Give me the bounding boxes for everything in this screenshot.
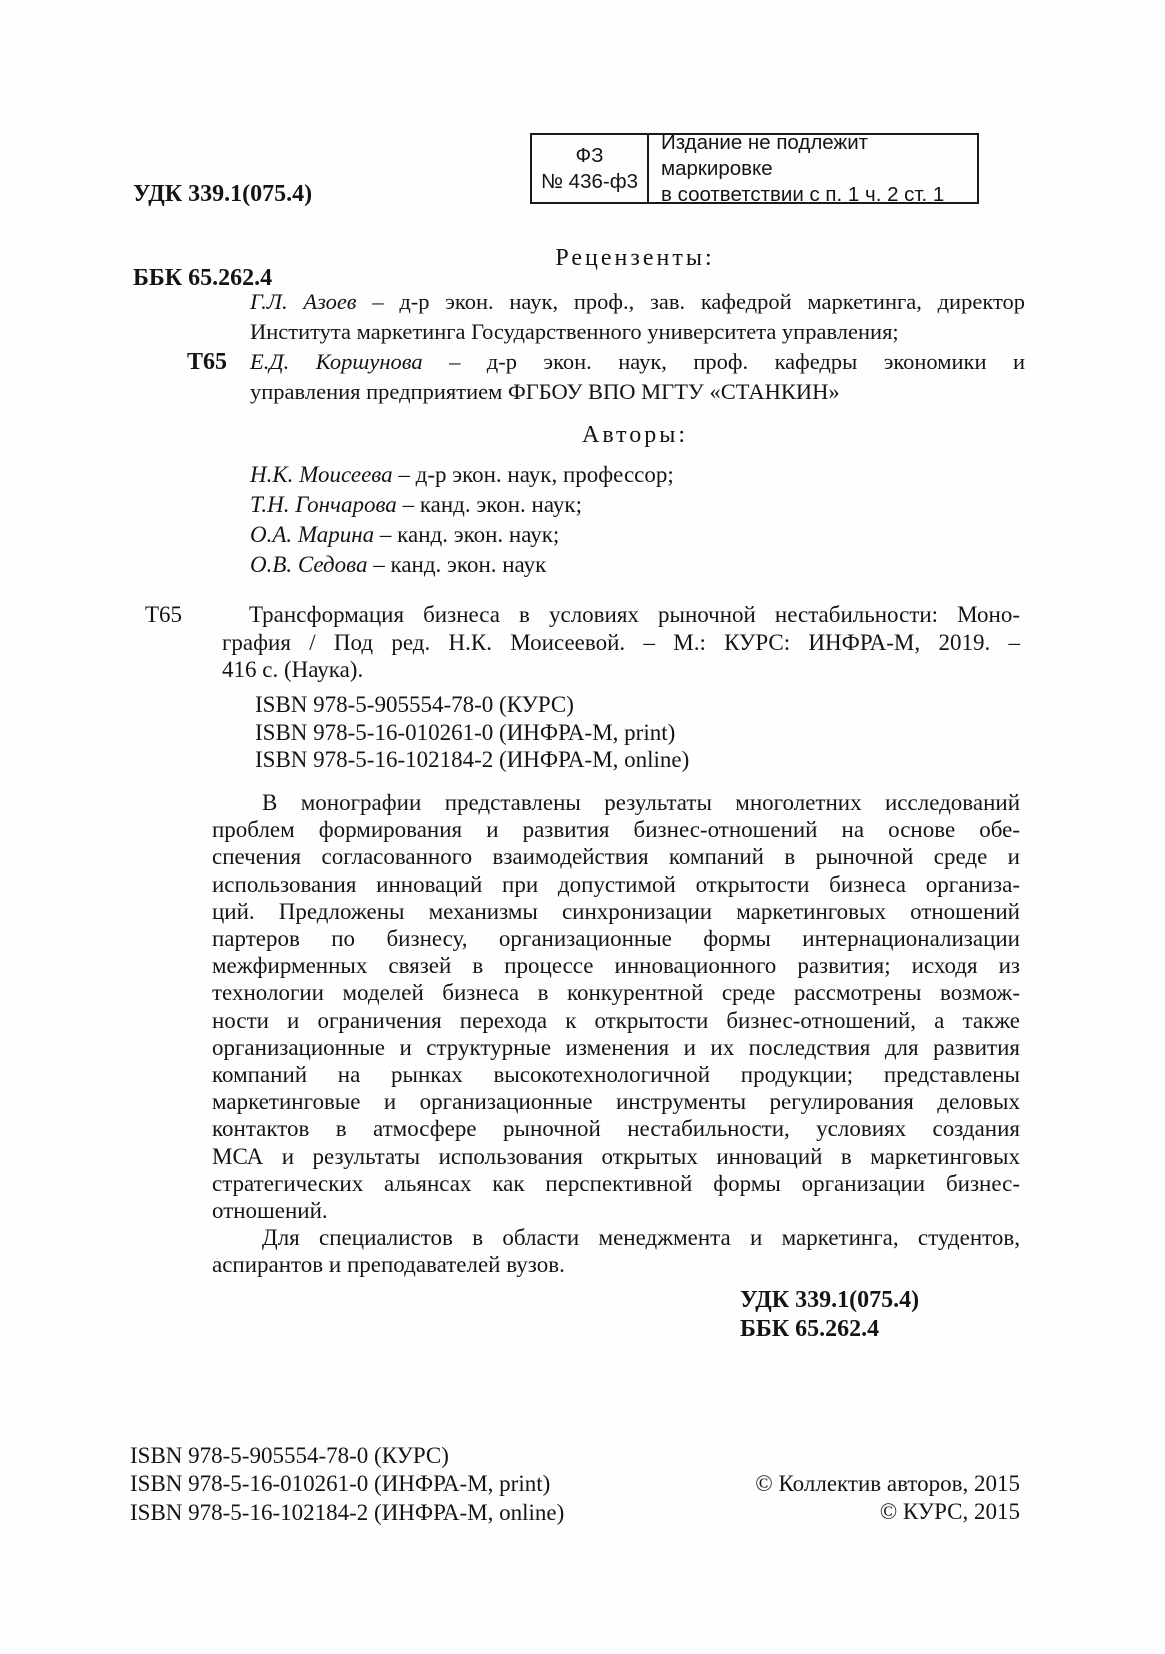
reviewer-entry-line [250, 287, 1025, 317]
isbn-block-middle [255, 691, 689, 774]
law-code-cell [532, 135, 649, 202]
author-name: О.А. Марина [250, 522, 375, 547]
law-note-line2: в соответствии с п. 1 ч. 2 ст. 1 [661, 182, 945, 206]
reviewers-block [250, 287, 1025, 407]
copyright-line: © Коллектив авторов, 2015 [755, 1471, 1020, 1496]
annotation-line: технологии моделей бизнеса в конкурентной среде рассмотрены возмож- [212, 980, 1020, 1006]
law-notice-box [530, 130, 979, 206]
copyright-line: © КУРС, 2015 [879, 1499, 1020, 1525]
reviewer-entry-line: управления предприятием ФГБОУ ВПО МГТУ «СТАНКИН» [250, 379, 840, 404]
author-entry [250, 550, 1025, 580]
catalog-codes-bottom [740, 1286, 919, 1344]
annotation-line: аспирантов и преподавателей вузов. [212, 1252, 565, 1278]
reviewers-heading: Рецензенты: [555, 245, 715, 271]
annotation-line: использования инноваций при допустимой открытости бизнеса организа- [212, 871, 1020, 897]
author-degree: – канд. экон. наук; [374, 522, 560, 547]
reviewer-degree: – д-р экон. наук, проф. кафедры экономики и [422, 349, 1025, 374]
reviewer-name: Е.Д. Коршунова [250, 349, 423, 374]
author-entry [250, 460, 1025, 490]
catalog-entry-code: Т65 [145, 602, 183, 627]
isbn-line: ISBN 978-5-16-010261-0 (ИНФРА-М, print) [130, 1471, 551, 1497]
annotation-line: ности и ограничения перехода к открытости бизнес-отношений, а также [212, 1007, 1020, 1033]
author-entry [250, 520, 1025, 550]
author-name: Н.К. Моисеева [250, 462, 393, 487]
author-name: Т.Н. Гончарова [250, 492, 397, 517]
reviewer-entry-line: Института маркетинга Государственного университета управления; [250, 319, 899, 344]
annotation-line: контактов в атмосфере рыночной нестабильности, условиях создания [212, 1116, 1020, 1142]
reviewer-entry-line [250, 347, 1025, 377]
law-note-cell [649, 130, 977, 206]
catalog-entry-block [222, 601, 1020, 684]
authors-heading: Авторы: [581, 422, 689, 448]
isbn-line: ISBN 978-5-905554-78-0 (КУРС) [255, 692, 574, 717]
annotation-line: маркетинговые и организационные инструменты регулирования деловых [212, 1089, 1020, 1115]
udk-code: УДК 339.1(075.4) [133, 181, 313, 207]
annotation-line: организационные и структурные изменения и их последствия для развития [212, 1034, 1020, 1060]
author-degree: – канд. экон. наук [367, 552, 547, 577]
law-code-line1: ФЗ [575, 143, 604, 167]
author-entry [250, 490, 1025, 520]
law-code-line2: № 436-ф3 [541, 169, 638, 193]
annotation-line: Для специалистов в области менеджмента и маркетинга, студентов, [262, 1225, 1020, 1251]
author-degree: – канд. экон. наук; [396, 492, 582, 517]
annotation-block [212, 789, 1020, 1279]
isbn-line: ISBN 978-5-16-102184-2 (ИНФРА-М, online) [255, 747, 690, 772]
annotation-line: компаний на рынках высокотехнологичной продукции; представлены [212, 1062, 1020, 1088]
bbk-code-bottom: ББК 65.262.4 [740, 1316, 880, 1342]
authors-block [250, 460, 1025, 580]
annotation-line: проблем формирования и развития бизнес-отношений на основе обе- [212, 817, 1020, 843]
reviewer-degree: – д-р экон. наук, проф., зав. кафедрой маркетинга, директор [356, 289, 1025, 314]
catalog-entry-line: 416 с. (Наука). [222, 657, 364, 682]
reviewer-name: Г.Л. Азоев [250, 289, 357, 314]
law-note-line1: Издание не подлежит маркировке [661, 130, 869, 180]
annotation-line: отношений. [212, 1198, 328, 1224]
annotation-line: партеров по бизнесу, организационные формы интернационализации [212, 926, 1020, 952]
author-degree: – д-р экон. наук, профессор; [392, 462, 674, 487]
isbn-line: ISBN 978-5-905554-78-0 (КУРС) [130, 1443, 449, 1468]
isbn-line: ISBN 978-5-16-102184-2 (ИНФРА-М, online) [130, 1499, 565, 1525]
copyright-block [620, 1470, 1020, 1527]
bbk-code: ББК 65.262.4 [133, 265, 273, 291]
t65-code: Т65 [187, 349, 228, 375]
annotation-line: ций. Предложены механизмы синхронизации маркетинговых отношений [212, 898, 1020, 924]
annotation-line: межфирменных связей в процессе инновационного развития; исходя из [212, 953, 1020, 979]
isbn-line: ISBN 978-5-16-010261-0 (ИНФРА-М, print) [255, 719, 676, 745]
annotation-line: МСА и результаты использования открытых инноваций в маркетинговых [212, 1143, 1020, 1169]
catalog-entry-line: Трансформация бизнеса в условиях рыночной нестабильности: Моно- [249, 602, 1020, 627]
catalog-entry-line: графия / Под ред. Н.К. Моисеевой. – М.: КУРС: ИНФРА-М, 2019. – [222, 629, 1020, 655]
author-name: О.В. Седова [250, 552, 368, 577]
annotation-line: В монографии представлены результаты многолетних исследований [262, 790, 1020, 815]
isbn-block-bottom [130, 1442, 564, 1527]
udk-code-bottom: УДК 339.1(075.4) [740, 1287, 920, 1313]
annotation-line: стратегических альянсах как перспективной формы организации бизнес- [212, 1170, 1020, 1196]
annotation-line: спечения согласованного взаимодействия компаний в рыночной среде и [212, 844, 1020, 870]
